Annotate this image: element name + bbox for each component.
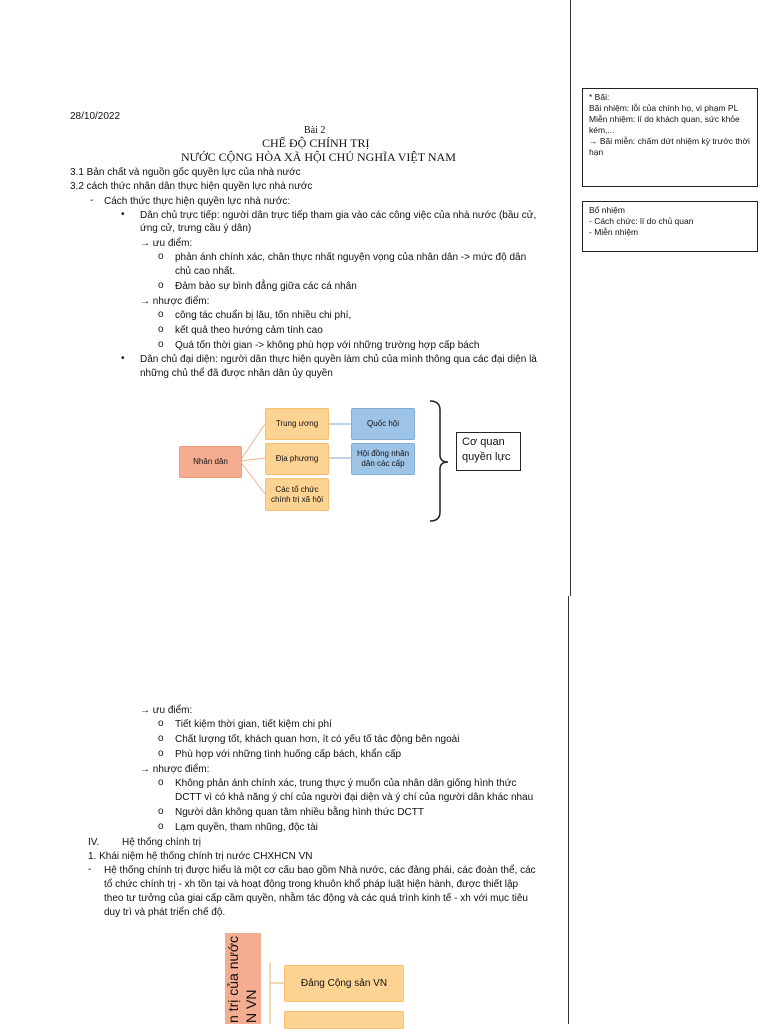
disc-bullet: • bbox=[121, 209, 125, 220]
disc-bullet: • bbox=[121, 353, 125, 364]
circle-bullet: o bbox=[158, 280, 164, 291]
circle-bullet: o bbox=[158, 309, 164, 320]
political-system-root-label: n trị của nước bbox=[225, 935, 241, 1023]
section-3-1: 3.1 Bản chất và nguồn gốc quyền lực của nhà nước bbox=[70, 167, 301, 178]
note-cach-chuc: - Cách chức: lí do chủ quan bbox=[589, 216, 694, 226]
node-co-quan-quyen-luc: Cơ quan quyền lực bbox=[456, 432, 521, 471]
advantage-1-line1: phản ánh chính xác, chân thực nhất nguyện vọng của nhân dân -> mức độ dân bbox=[175, 252, 527, 263]
section-iv-heading: Hệ thống chính trị bbox=[122, 837, 201, 848]
circle-bullet: o bbox=[158, 748, 164, 759]
rep-disadvantage-1-line1: Không phản ánh chính xác, trung thực ý muốn của nhân dân giống hình thức bbox=[175, 778, 517, 789]
advantages-label: → ưu điểm: bbox=[140, 238, 193, 249]
rep-advantage-1: Tiết kiệm thời gian, tiết kiệm chi phí bbox=[175, 719, 332, 730]
node-second-cutoff bbox=[284, 1011, 404, 1029]
note-bai-heading: * Bãi: bbox=[589, 92, 610, 102]
circle-bullet: o bbox=[158, 251, 164, 262]
note-mien-nhiem-2: - Miễn nhiệm bbox=[589, 227, 639, 237]
node-trung-uong: Trung ương bbox=[265, 408, 329, 440]
dash-bullet: - bbox=[90, 195, 94, 206]
disadvantages-label-2: → nhược điểm: bbox=[140, 764, 210, 775]
definition-line1: Hệ thống chính trị được hiểu là một cơ cấu bao gồm Nhà nước, các đảng phái, các đoàn thể, các bbox=[104, 865, 536, 876]
node-to-chuc-ctxh: Các tổ chức chính trị xã hội bbox=[265, 478, 329, 511]
lesson-title: Bài 2 bbox=[304, 125, 326, 136]
advantages-label-2: → ưu điểm: bbox=[140, 705, 193, 716]
section-3-2: 3.2 cách thức nhân dân thực hiện quyền lực nhà nước bbox=[70, 181, 313, 192]
direct-democracy-line2: ứng cử, trưng cầu ý dân) bbox=[140, 223, 252, 234]
definition-line4: duy trì và phát triển chế độ. bbox=[104, 907, 226, 918]
section-iv-1: 1. Khái niệm hệ thống chính trị nước CHXHCN VN bbox=[88, 851, 313, 862]
rep-disadvantage-2: Người dân không quan tâm nhiều bằng hình thức DCTT bbox=[175, 807, 424, 818]
dash-bullet: - bbox=[88, 864, 92, 875]
definition-line2: tổ chức chính trị - xh tồn tại và hoạt động trong khuôn khổ pháp luật hiện hành, được thiết lập bbox=[104, 879, 519, 890]
circle-bullet: o bbox=[158, 777, 164, 788]
page-title-line2: NƯỚC CỘNG HÒA XÃ HỘI CHỦ NGHĨA VIỆT NAM bbox=[181, 150, 456, 164]
note-box-bai bbox=[582, 88, 758, 187]
direct-democracy-line1: Dân chủ trực tiếp: người dân trực tiếp tham gia vào các công việc của nhà nước (bầu cử, bbox=[140, 210, 537, 221]
date-label: 28/10/2022 bbox=[70, 111, 121, 122]
rep-advantage-3: Phù hợp với những tình huống cấp bách, khẩn cấp bbox=[175, 749, 402, 760]
disadvantage-1: công tác chuẩn bị lâu, tốn nhiều chi phí, bbox=[175, 310, 352, 321]
section-iv-number: IV. bbox=[88, 837, 100, 848]
note-bai-nhiem: Bãi nhiệm: lỗi của chính họ, vi phạm PL bbox=[589, 103, 739, 113]
node-hdnd: Hội đồng nhân dân các cấp bbox=[351, 443, 415, 475]
circle-bullet: o bbox=[158, 339, 164, 350]
node-quoc-hoi: Quốc hội bbox=[351, 408, 415, 440]
advantage-1-line2: chủ cao nhất. bbox=[175, 266, 236, 277]
political-system-root-label2: N VN bbox=[243, 989, 259, 1023]
representative-democracy-line1: Dân chủ đại diện: người dân thực hiện quyền làm chủ của mình thông qua các đại diện là bbox=[140, 354, 537, 365]
page-margin-rule-bottom bbox=[568, 596, 569, 1024]
advantage-2: Đảm bảo sự bình đẳng giữa các cá nhân bbox=[175, 281, 357, 292]
circle-bullet: o bbox=[158, 324, 164, 335]
note-bai-mien: → Bãi miễn: chấm dứt nhiệm kỳ trước thời hạn bbox=[589, 136, 750, 157]
circle-bullet: o bbox=[158, 821, 164, 832]
circle-bullet: o bbox=[158, 733, 164, 744]
note-mien-nhiem: Miễn nhiệm: lí do khách quan, sức khỏe kém,... bbox=[589, 114, 740, 135]
rep-disadvantage-3: Lạm quyền, tham nhũng, độc tài bbox=[175, 822, 318, 833]
definition-line3: theo tư tưởng của giai cấp cầm quyền, nhằm tác động và các quá trình kinh tế - xh với mục tiêu bbox=[104, 893, 528, 904]
note-box-bo-nhiem bbox=[582, 201, 758, 252]
rep-advantage-2: Chất lượng tốt, khách quan hơn, ít có yếu tố tác động bên ngoài bbox=[175, 734, 460, 745]
node-dang-cong-san: Đảng Cộng sản VN bbox=[284, 965, 404, 1002]
disadvantage-3: Quá tốn thời gian -> không phù hợp với những trường hợp cấp bách bbox=[175, 340, 480, 351]
representative-democracy-line2: những chủ thể đã được nhân dân ủy quyền bbox=[140, 368, 333, 379]
circle-bullet: o bbox=[158, 806, 164, 817]
node-dia-phuong: Địa phương bbox=[265, 443, 329, 475]
circle-bullet: o bbox=[158, 718, 164, 729]
disadvantage-2: kết quả theo hướng cảm tính cao bbox=[175, 325, 323, 336]
ways-heading: Cách thức thực hiện quyền lực nhà nước: bbox=[104, 196, 291, 207]
rep-disadvantage-1-line2: DCTT vì có khả năng ý chí của người đại diện và ý chí của người dân khác nhau bbox=[175, 792, 534, 803]
node-nhan-dan: Nhân dân bbox=[179, 446, 242, 478]
page-title-line1: CHẾ ĐỘ CHÍNH TRỊ bbox=[262, 136, 370, 150]
disadvantages-label: → nhược điểm: bbox=[140, 296, 210, 307]
note-bo-nhiem: Bổ nhiệm bbox=[589, 205, 625, 215]
